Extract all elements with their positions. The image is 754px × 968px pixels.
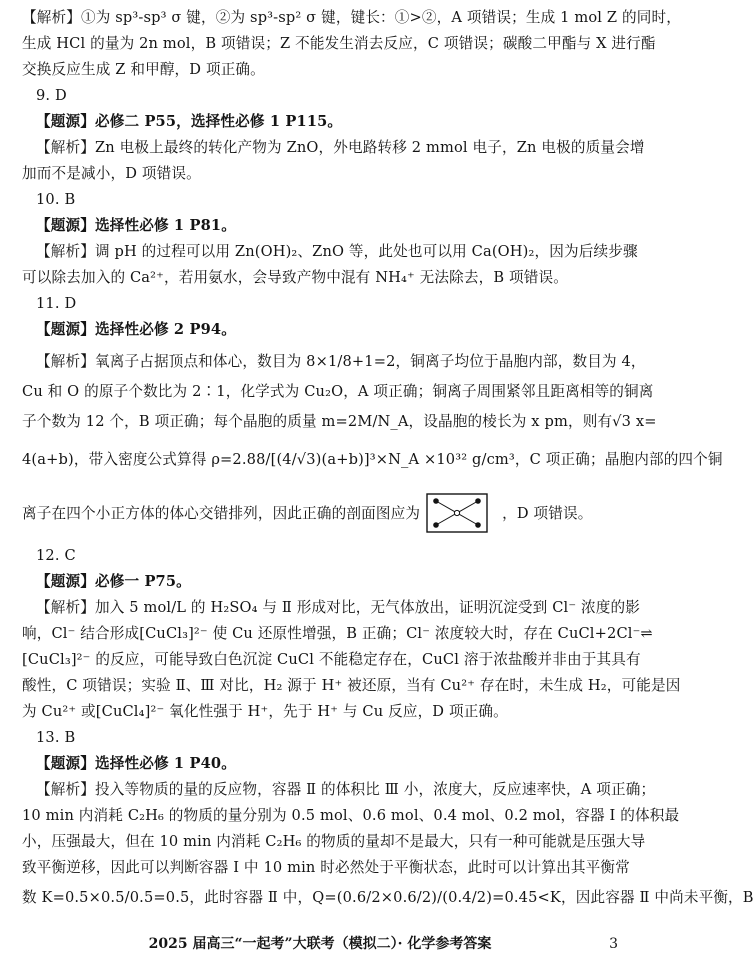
cross-section-diagram (426, 493, 488, 533)
text-line: 【题源】选择性必修 1 P81。 (36, 217, 236, 234)
question-number: 13. B (36, 729, 76, 746)
question-number: 10. B (36, 191, 76, 208)
text-line: 【题源】选择性必修 1 P40。 (36, 755, 236, 772)
text-line: 【解析】投入等物质的量的反应物，容器 Ⅱ 的体积比 Ⅲ 小，浓度大，反应速率快，A 项正确； (36, 781, 656, 798)
text-line: 酸性，C 项错误；实验 Ⅱ、Ⅲ 对比，H₂ 源于 H⁺ 被还原，当有 Cu²⁺ 存在时，未生成 H₂，可能是因 (22, 677, 681, 694)
text-line: 【解析】加入 5 mol/L 的 H₂SO₄ 与 Ⅱ 形成对比，无气体放出，证明沉淀受到 Cl⁻ 浓度的影 (36, 599, 640, 616)
text-line: 4(a+b)，带入密度公式算得 ρ=2.88/[(4/√3)(a+b)]³×N_A ×10³² g/cm³，C 项正确；晶胞内部的四个铜 (22, 451, 723, 468)
text-line: 为 Cu²⁺ 或[CuCl₄]²⁻ 氧化性强于 H⁺，先于 H⁺ 与 Cu 反应，D 项正确。 (22, 703, 508, 720)
text-line: 【题源】必修一 P75。 (36, 573, 191, 590)
question-number: 11. D (36, 295, 77, 312)
text-line: 【解析】调 pH 的过程可以用 Zn(OH)₂、ZnO 等，此处也可以用 Ca(OH)₂，因为后续步骤 (36, 243, 638, 260)
text-line: 【解析】Zn 电极上最终的转化产物为 ZnO，外电路转移 2 mmol 电子，Zn 电极的质量会增 (36, 139, 645, 156)
text-line: 响，Cl⁻ 结合形成[CuCl₃]²⁻ 使 Cu 还原性增强，B 正确；Cl⁻ 浓度较大时，存在 CuCl+2Cl⁻⇌ (22, 625, 653, 642)
page-footer: 2025 届高三“一起考”大联考（模拟二）· 化学参考答案 (148, 936, 492, 952)
question-number: 12. C (36, 547, 76, 564)
text-line: 数 K=0.5×0.5/0.5=0.5，此时容器 Ⅱ 中，Q=(0.6/2×0.6/2)/(0.4/2)=0.45<K，因此容器 Ⅱ 中尚未平衡，B (22, 889, 754, 906)
text-line: 【解析】氧离子占据顶点和体心，数目为 8×1/8+1=2，铜离子均位于晶胞内部，数目为 4， (36, 353, 646, 370)
text-line: 可以除去加入的 Ca²⁺，若用氨水，会导致产物中混有 NH₄⁺ 无法除去，B 项错误。 (22, 269, 569, 286)
text-line: 子个数为 12 个，B 项正确；每个晶胞的质量 m=2M/N_A，设晶胞的棱长为 x pm，则有√3 x= (22, 413, 657, 430)
text-line: 10 min 内消耗 C₂H₆ 的物质的量分别为 0.5 mol、0.6 mol、0.4 mol、0.2 mol，容器 Ⅰ 的体积最 (22, 807, 680, 824)
page-number: 3 (609, 936, 618, 952)
text-line: 交换反应生成 Z 和甲醇，D 项正确。 (22, 61, 265, 78)
text-line: [CuCl₃]²⁻ 的反应，可能导致白色沉淀 CuCl 不能稳定存在，CuCl 溶于浓盐酸并非由于其具有 (22, 651, 641, 668)
text-line: 【题源】选择性必修 2 P94。 (36, 321, 236, 338)
text-line: 小，压强最大，但在 10 min 内消耗 C₂H₆ 的物质的量却不是最大，只有一种可能就是压强大导 (22, 833, 646, 850)
question-number: 9. D (36, 87, 67, 104)
text-line: 【解析】①为 sp³-sp³ σ 键，②为 sp³-sp² σ 键，键长：①>②，A 项错误；生成 1 mol Z 的同时， (22, 9, 681, 26)
text-line: 生成 HCl 的量为 2n mol，B 项错误；Z 不能发生消去反应，C 项错误；碳酸二甲酯与 X 进行酯 (22, 35, 656, 52)
text-line: Cu 和 O 的原子个数比为 2∶1，化学式为 Cu₂O，A 项正确；铜离子周围紧邻且距离相等的铜离 (22, 383, 654, 400)
text-line: 【题源】必修二 P55，选择性必修 1 P115。 (36, 113, 343, 130)
text-line: 致平衡逆移，因此可以判断容器 Ⅰ 中 10 min 时必然处于平衡状态，此时可以计算出其平衡常 (22, 859, 630, 876)
text-line: 加而不是减小，D 项错误。 (22, 165, 201, 182)
text-line: 离子在四个小正方体的体心交错排列，因此正确的剖面图应为 ，D 项错误。 (22, 505, 593, 522)
